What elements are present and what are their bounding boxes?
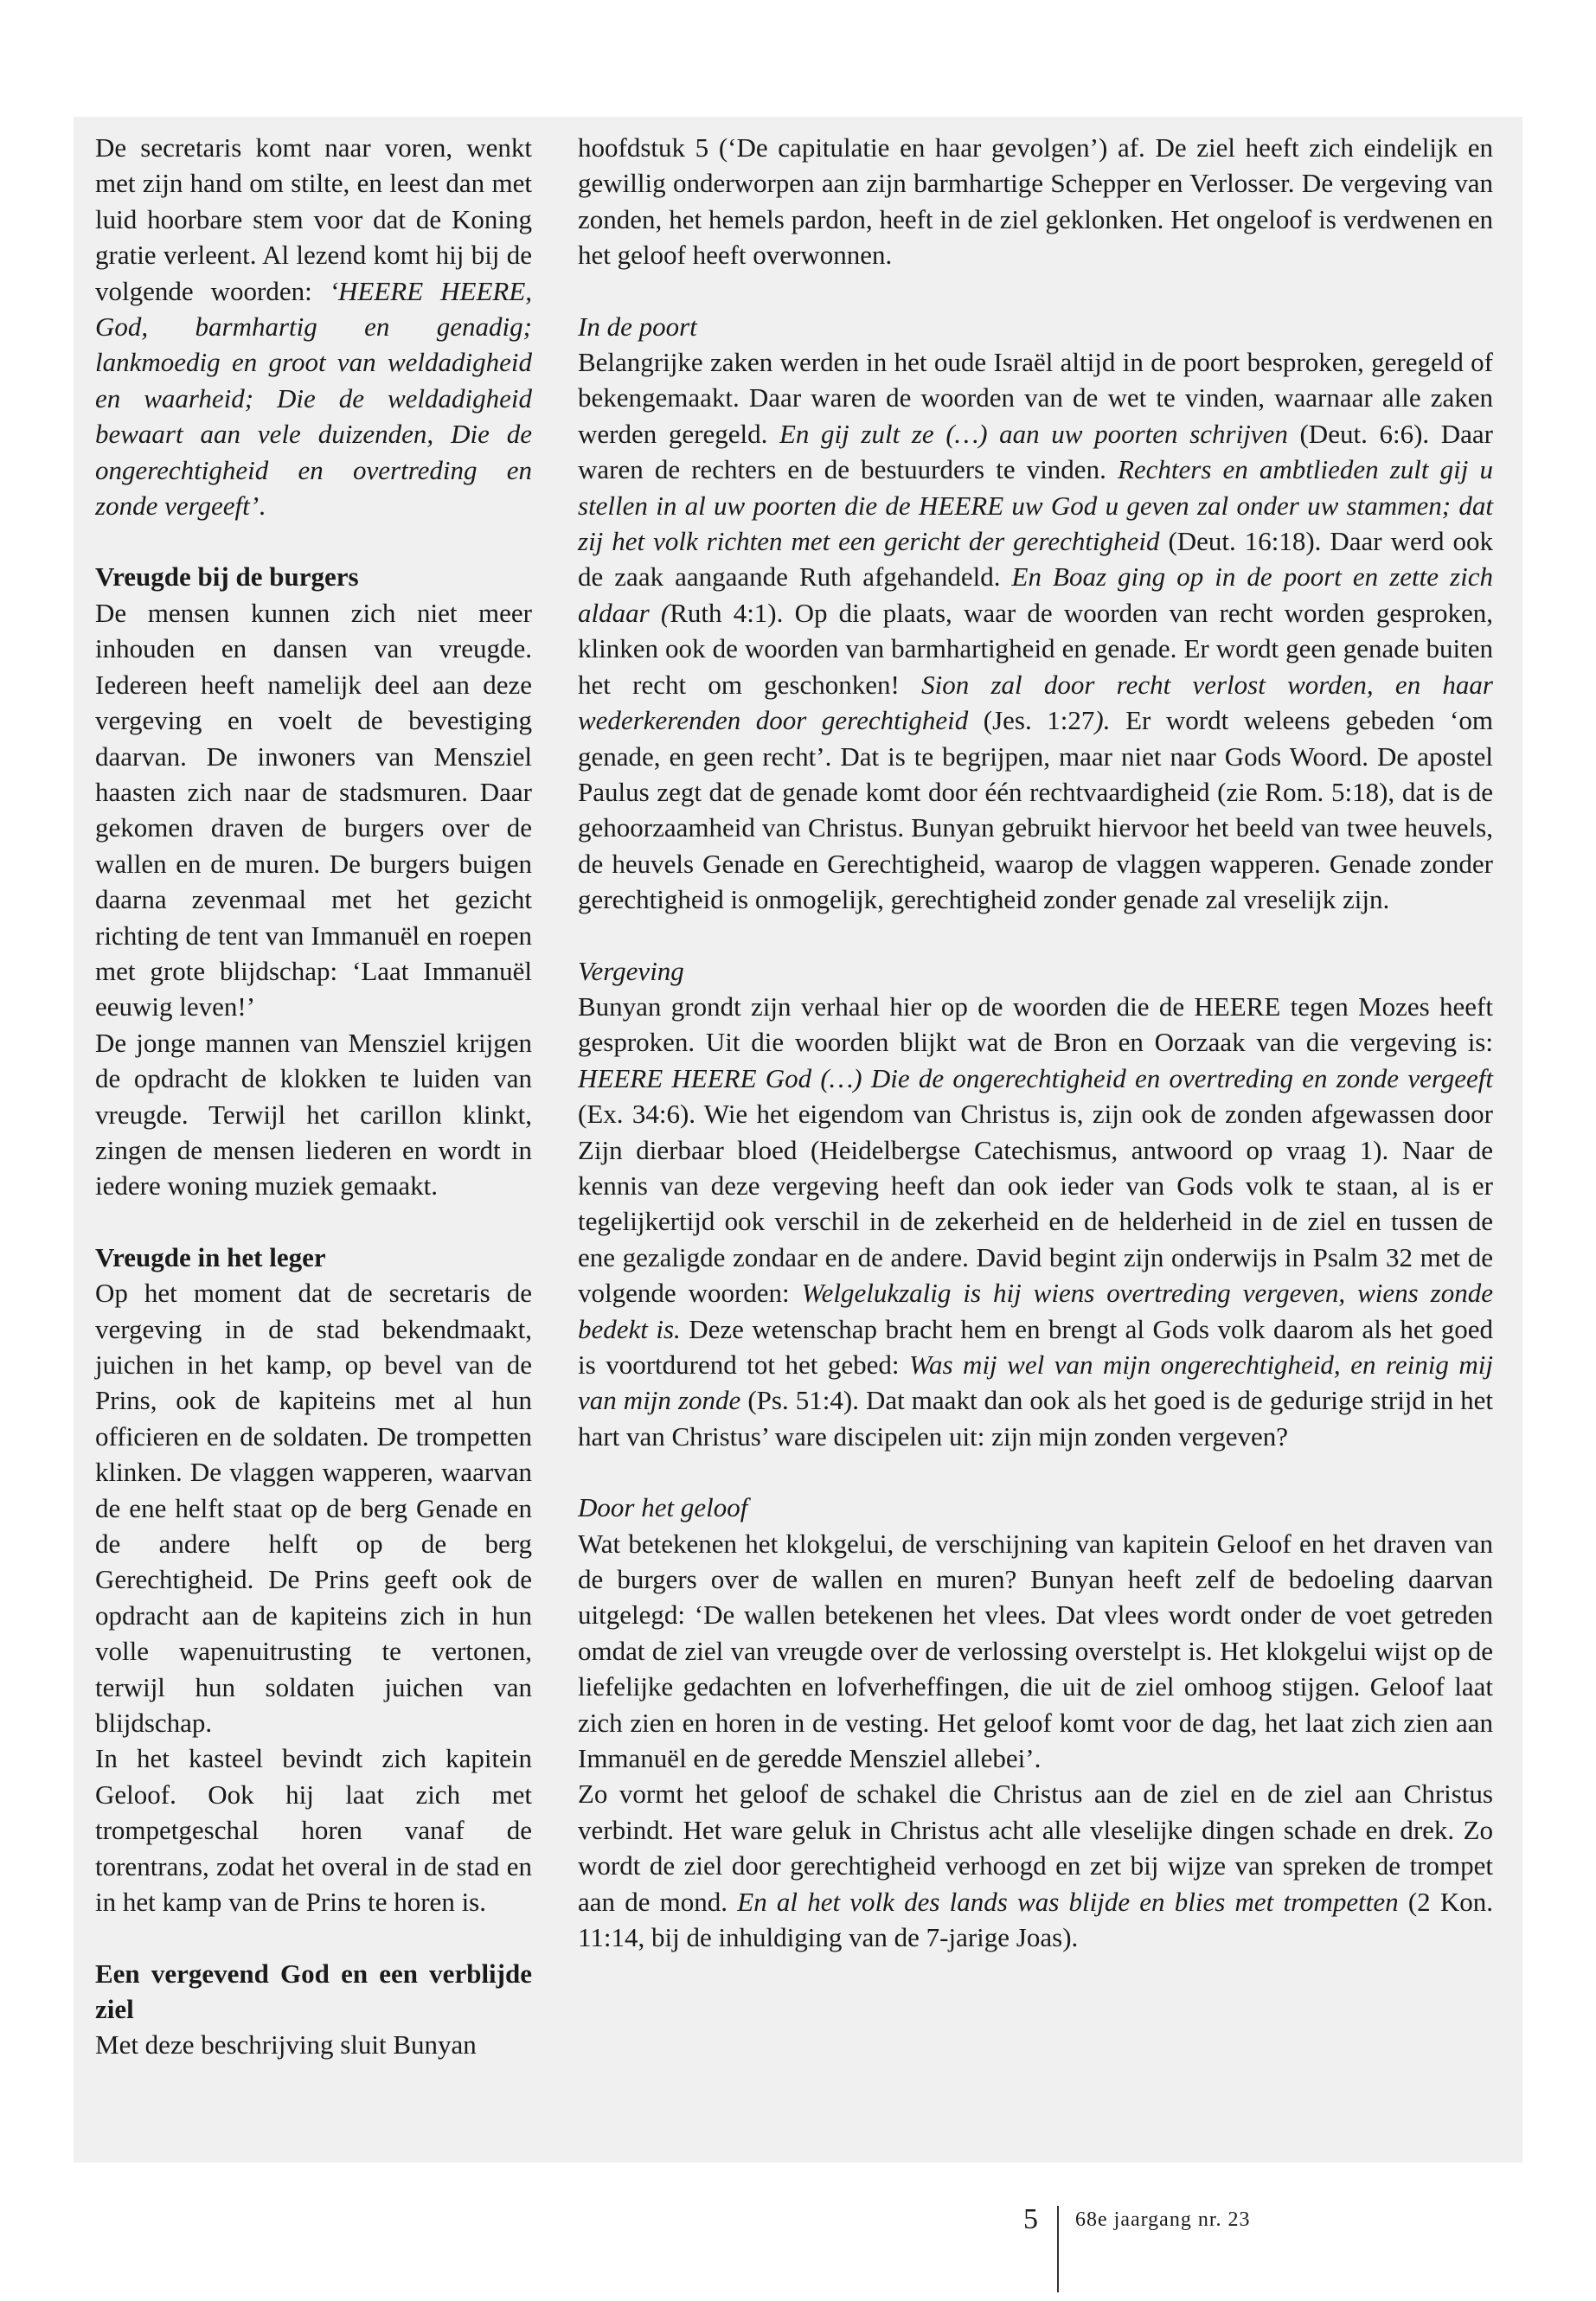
italic-quote: En al het volk des lands was blijde en blies met trompetten <box>737 1886 1399 1917</box>
paragraph <box>578 989 1493 1454</box>
italic-quote: En Boaz ging op in de poort en zette zich aldaar ( <box>578 561 1493 628</box>
right-column <box>578 130 1493 1956</box>
paragraph: Met deze beschrijving sluit Bunyan <box>95 2029 477 2061</box>
text-run: Zo vormt het geloof de schakel die Christus aan de ziel en de ziel aan Christus verbindt. Het ware geluk in Christus acht alle vleselijke dingen schade en drek. Zo wordt de ziel door gerechtigheid verhoogd en zet bij wijze van spreken de trompet aan de mond. <box>578 1779 1493 1917</box>
italic-quote: Welgelukzalig is hij wiens overtreding vergeven, wiens zonde bedekt is. <box>578 1278 1493 1344</box>
issue-label: 68e jaargang nr. 23 <box>1075 2208 1251 2231</box>
text-run: (Ex. 34:6). Wie het eigendom van Christus is, zijn ook de zonden afgewassen door Zijn dierbaar bloed (Heidelbergse Catechismus, antwoord op vraag 1). Naar de kennis van deze vergeving heeft dan ook ieder van Gods volk te staan, al is er tegelijkertijd ook verschil in de zekerheid en de helderheid in de ziel en tussen de ene gezaligde zondaar en de andere. David begint zijn onderwijs in Psalm 32 met de volgende woorden: <box>578 1099 1493 1309</box>
section-heading: Een vergevend God en een verblijde ziel <box>95 1958 532 2024</box>
text-run: . <box>259 490 266 522</box>
text-run: (Deut. 16:18). Daar werd ook de zaak aangaande Ruth afgehandeld. <box>578 526 1493 593</box>
text-run: Bunyan grondt zijn verhaal hier op de woorden die de HEERE tegen Mozes heeft gesproken. Uit die woorden blijkt wat de Bron en Oorzaak van die vergeving is: <box>578 990 1493 1058</box>
italic-quote: En gij zult ze (…) aan uw poorten schrijven <box>779 418 1288 449</box>
section-heading: Vreugde bij de burgers <box>95 561 359 593</box>
paragraph <box>95 130 532 523</box>
page-number: 5 <box>1023 2203 1038 2235</box>
text-run: Er wordt weleens gebeden ‘om genade, en geen recht’. Dat is te begrijpen, maar niet naar Gods Woord. De apostel Paulus zegt dat de genade komt door één rechtvaardigheid (zie Rom. 5:18), dat is de gehoorzaamheid van Christus. Bunyan gebruikt hiervoor het beeld van twee heuvels, de heuvels Genade en Gerechtigheid, waarop de vlaggen wapperen. Genade zonder gerechtigheid is onmogelijk, gerechtigheid zonder genade zal vreselijk zijn. <box>578 705 1493 915</box>
subsection-heading: In de poort <box>578 311 697 342</box>
italic-quote: ‘HEERE HEERE, God, barmhartig en genadig; lankmoedig en groot van weldadigheid en waarheid; Die de weldadigheid bewaart aan vele duizenden, Die de ongerechtigheid en overtreding en zonde vergeeft’ <box>95 275 533 522</box>
text-run: Belangrijke zaken werden in het oude Israël altijd in de poort besproken, geregeld of bekengemaakt. Daar waren de woorden van de wet te vinden, waarnaar alle zaken werden geregeld. <box>578 347 1493 449</box>
paragraph: In het kasteel bevindt zich kapitein Geloof. Ook hij laat zich met trompetgeschal horen vanaf de torentrans, zodat het overal in de stad en in het kamp van de Prins te horen is. <box>95 1743 532 1918</box>
text-run: (Ps. 51:4). Dat maakt dan ook als het goed is de gedurige strijd in het hart van Christus’ ware discipelen uit: zijn mijn zonden vergeven? <box>578 1385 1493 1452</box>
italic-quote: Rechters en ambtlieden zult gij u stellen in al uw poorten die de HEERE uw God u geven zal onder uw stammen; dat zij het volk richten met een gericht der gerechtigheid <box>578 454 1493 557</box>
left-column <box>95 130 532 2063</box>
footer-divider <box>1057 2206 1059 2292</box>
paragraph: De mensen kunnen zich niet meer inhouden en dansen van vreugde. Iedereen heeft namelijk deel aan deze vergeving en voelt de bevestiging daarvan. De inwoners van Mensziel haasten zich naar de stadsmuren. Daar gekomen draven de burgers over de wallen en de muren. De burgers buigen daarna zevenmaal met het gezicht richting de tent van Immanuël en roepen met grote blijdschap: ‘Laat Immanuël eeuwig leven!’ <box>95 597 532 1022</box>
italic-quote: HEERE HEERE God (…) Die de ongerechtigheid en overtreding en zonde vergeeft <box>578 1062 1493 1093</box>
paragraph: De jonge mannen van Mensziel krijgen de opdracht de klokken te luiden van vreugde. Terwijl het carillon klinkt, zingen de mensen liederen en wordt in iedere woning muziek gemaakt. <box>95 1027 532 1202</box>
paragraph: Op het moment dat de secretaris de vergeving in de stad bekendmaakt, juichen in het kamp, op bevel van de Prins, ook de kapiteins met al hun officieren en de soldaten. De trompetten klinken. De vlaggen wapperen, waarvan de ene helft staat op de berg Genade en de andere helft op de berg Gerechtigheid. De Prins geeft ook de opdracht aan de kapiteins zich in hun volle wapenuitrusting te vertonen, terwijl hun soldaten juichen van blijdschap. <box>95 1278 532 1739</box>
paragraph: hoofdstuk 5 (‘De capitulatie en haar gevolgen’) af. De ziel heeft zich eindelijk en gewillig onderworpen aan zijn barmhartige Schepper en Verlosser. De vergeving van zonden, het hemels pardon, heeft in de ziel geklonken. Het ongeloof is verdwenen en het geloof heeft overwonnen. <box>578 132 1493 271</box>
text-run: (Deut. 6:6). Daar waren de rechters en de bestuurders te vinden. <box>578 418 1494 485</box>
text-run: Deze wetenschap bracht hem en brengt al Gods volk daarom als het goed is voortdurend tot het gebed: <box>578 1313 1493 1380</box>
paragraph <box>578 344 1493 918</box>
paragraph: Wat betekenen het klokgelui, de verschijning van kapitein Geloof en het draven van de burgers over de wallen en muren? Bunyan heeft zelf de bedoeling daarvan uitgelegd: ‘De wallen betekenen het vlees. Dat vlees wordt onder de voet getreden omdat de ziel van vreugde over de verlossing overstelpt is. Het klokgelui wijst op de liefelijke gedachten en lofverheffingen, die uit de ziel omhoog stijgen. Geloof laat zich zien en horen in de vesting. Het geloof komt voor de dag, het laat zich zien aan Immanuël en de geredde Mensziel allebei’. <box>578 1528 1493 1774</box>
text-run: (2 Kon. 11:14, bij de inhuldiging van de 7-jarige Joas). <box>578 1886 1494 1953</box>
text-run: (Jes. 1:27 <box>968 705 1095 736</box>
text-run: Ruth 4:1). Op die plaats, waar de woorden van recht worden gesproken, klinken ook de woorden van barmhartigheid en genade. Er wordt geen genade buiten het recht om geschonken! <box>578 597 1493 700</box>
paragraph <box>578 1776 1493 1955</box>
section-heading: Vreugde in het leger <box>95 1241 326 1272</box>
subsection-heading: Door het geloof <box>578 1492 748 1523</box>
subsection-heading: Vergeving <box>578 955 684 986</box>
italic-quote: ). <box>1094 705 1111 736</box>
text-run: De secretaris komt naar voren, wenkt met zijn hand om stilte, en leest dan met luid hoorbare stem voor dat de Koning gratie verleent. Al lezend komt hij bij de volgende woorden: <box>95 132 532 306</box>
italic-quote: Sion zal door recht verlost worden, en haar wederkerenden door gerechtigheid <box>578 669 1493 736</box>
italic-quote: Was mij wel van mijn ongerechtigheid, en reinig mij van mijn zonde <box>578 1349 1493 1416</box>
